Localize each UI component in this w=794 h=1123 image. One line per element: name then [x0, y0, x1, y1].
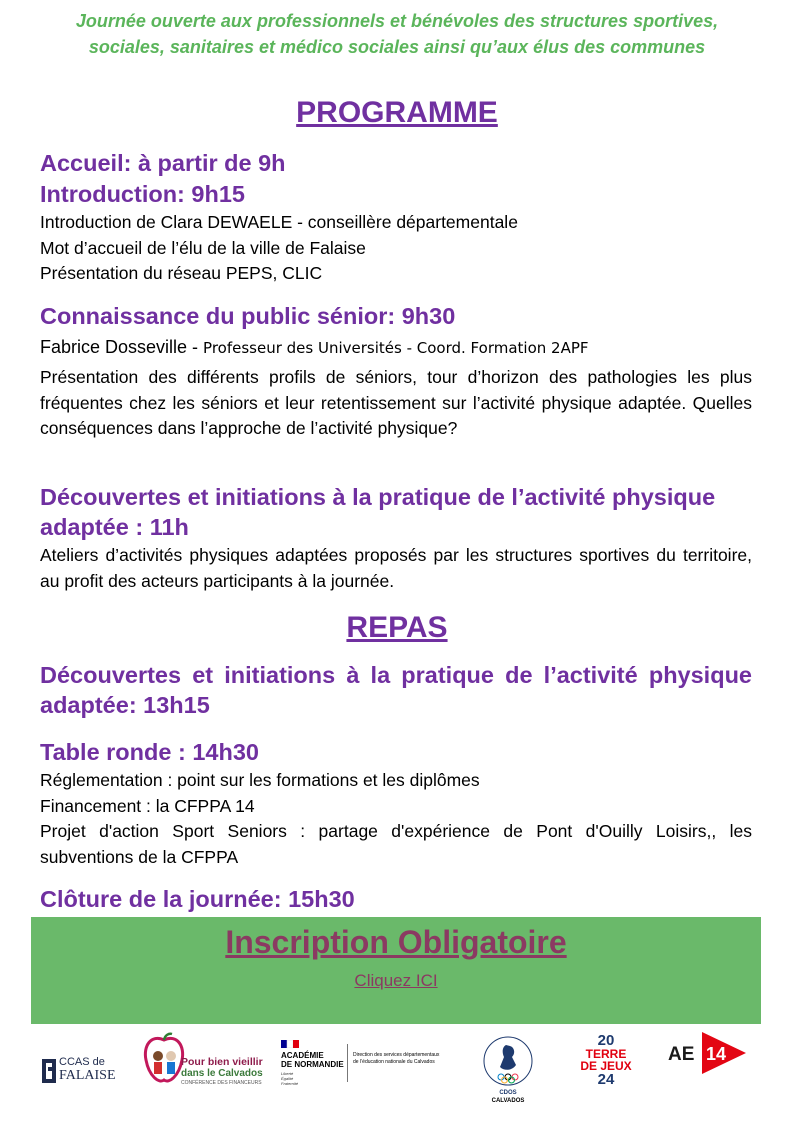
- terre-jeux-bottom: 24: [597, 1071, 615, 1088]
- apple-people-icon: [143, 1032, 185, 1084]
- cdos-rooster-icon: [482, 1033, 534, 1091]
- ae14-right: 14: [706, 1044, 727, 1064]
- bien-vieillir-line3: CONFÉRENCE DES FINANCEURS: [181, 1080, 262, 1086]
- terre-de-jeux-logo: [578, 1033, 634, 1091]
- speaker-line: [40, 335, 752, 362]
- decouvertes-2-heading: Découvertes et initiations à la pratique de l’activité physique adaptée: 13h15: [40, 662, 752, 718]
- decouvertes-1-heading: Découvertes et initiations à la pratique de l’activité physique adaptée : 11h: [40, 484, 716, 540]
- cdos-logo: [482, 1033, 534, 1107]
- ccas-line2: FALAISE: [59, 1068, 116, 1083]
- ccas-emblem-icon: [42, 1059, 56, 1083]
- introduction-heading: Introduction: 9h15: [40, 181, 245, 207]
- terre-jeux-middle2: DE JEUX: [580, 1059, 632, 1073]
- speaker-name: Fabrice Dosseville -: [40, 337, 204, 357]
- introduction-line: Présentation du réseau PEPS, CLIC: [40, 263, 323, 283]
- introduction-list: [40, 210, 752, 287]
- ae14-left: AE: [668, 1044, 695, 1065]
- academie-normandie-logo: [281, 1040, 451, 1090]
- programme-title: PROGRAMME: [296, 96, 498, 129]
- connaissance-text: Présentation des différents profils de séniors, tour d’horizon des pathologies les plus fréquentes chez les séniors et leur retentissement sur l’activité physique adaptée. Quelles conséquences dans l’approche de l’activité physique?: [40, 367, 752, 438]
- cloture-heading: Clôture de la journée: 15h30: [40, 886, 355, 912]
- academie-direction: Direction des services départementaux de l’éducation nationale du Calvados: [353, 1052, 440, 1065]
- table-ronde-list: [40, 768, 752, 870]
- table-ronde-line: Financement : la CFPPA 14: [40, 795, 255, 816]
- inscription-title: Inscription Obligatoire: [225, 924, 567, 960]
- cdos-line1: CDOS: [499, 1090, 517, 1096]
- academie-motto: Liberté Égalité Fraternité: [281, 1071, 299, 1086]
- inscription-link-text[interactable]: Cliquez ICI: [354, 971, 438, 990]
- ccas-falaise-logo: [42, 1056, 122, 1086]
- terre-jeux-middle1: TERRE: [585, 1047, 627, 1061]
- decouvertes-1-text: Ateliers d’activités physiques adaptées proposés par les structures sportives du territoire, au profit des acteurs participants à la journée.: [40, 545, 752, 591]
- ae14-logo: [668, 1032, 746, 1074]
- introduction-line: Introduction de Clara DEWAELE - conseillère départementale: [40, 212, 518, 232]
- introduction-line: Mot d’accueil de l’élu de la ville de Falaise: [40, 237, 366, 258]
- bien-vieillir-line1: Pour bien vieillir: [181, 1056, 263, 1068]
- cdos-line2: CALVADOS: [491, 1098, 525, 1104]
- inscription-link[interactable]: [31, 971, 761, 991]
- accueil-heading: Accueil: à partir de 9h: [40, 150, 286, 176]
- connaissance-heading: Connaissance du public sénior: 9h30: [40, 303, 456, 329]
- table-ronde-line: Projet d'action Sport Seniors : partage d'expérience de Pont d'Ouilly Loisirs,, les subventions de la CFPPA: [40, 821, 752, 867]
- academie-line1: ACADÉMIE: [281, 1051, 324, 1060]
- terre-jeux-top: 20: [597, 1032, 615, 1049]
- table-ronde-heading: Table ronde : 14h30: [40, 739, 259, 765]
- bien-vieillir-line2: dans le Calvados: [181, 1068, 263, 1079]
- academie-line2: DE NORMANDIE: [281, 1060, 344, 1069]
- academie-divider: [347, 1044, 348, 1082]
- bien-vieillir-logo: [143, 1030, 263, 1090]
- table-ronde-line: Réglementation : point sur les formations et les diplômes: [40, 770, 480, 790]
- speaker-role: Professeur des Universités - Coord. Formation 2APF: [203, 339, 589, 357]
- repas-title: REPAS: [346, 611, 448, 644]
- ccas-line1: CCAS de: [59, 1056, 105, 1068]
- marianne-flag-icon: [281, 1040, 299, 1048]
- intro-text: Journée ouverte aux professionnels et bénévoles des structures sportives, sociales, sanitaires et médico sociales ainsi qu’aux élus des communes: [75, 11, 719, 57]
